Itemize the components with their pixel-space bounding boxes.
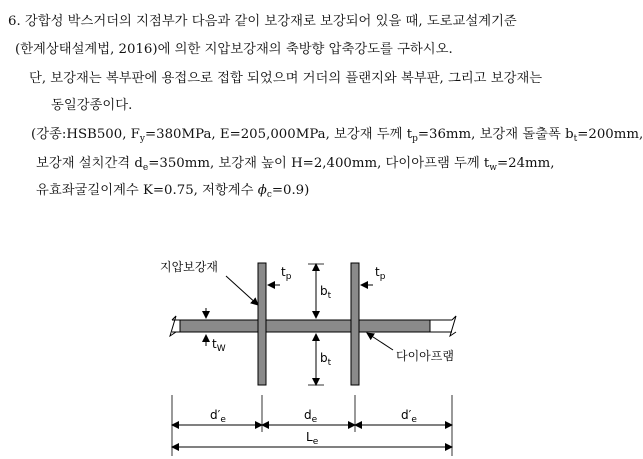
girder-flange: [170, 316, 456, 336]
label-tw: $t_W$: [212, 337, 226, 354]
given-text: (강종:HSB500, F: [31, 127, 140, 142]
given-text: =200mm,: [577, 127, 643, 142]
given-text: =24mm,: [497, 156, 555, 171]
given-sub: y: [139, 134, 145, 144]
given-sub: t: [573, 134, 578, 144]
given-text: =0.9): [271, 183, 310, 198]
label-le: $L_e$: [306, 430, 319, 447]
leader-bearing-stiffener: [226, 276, 258, 305]
label-d-prime-e-right: $d'_e$: [401, 408, 417, 425]
problem-line-3: 단, 보강재는 복부판에 용접으로 접합 되었으며 거더의 플랜지와 복부판, 그리고 보강재는: [29, 71, 543, 86]
label-tp-left: $t_p$: [281, 265, 292, 282]
given-sub: p: [412, 134, 418, 144]
leader-diaphragm: [367, 333, 393, 350]
given-text: 보강재 설치간격 d: [36, 156, 143, 171]
label-diaphragm: 다이아프램: [396, 349, 454, 363]
given-text: 유효좌굴길이계수 K=0.75, 저항계수: [36, 183, 258, 198]
label-bt-upper: $b_t$: [320, 284, 332, 301]
label-d-prime-e-left: $d'_e$: [210, 408, 226, 425]
given-text: =350mm, 보강재 높이 H=2,400mm, 다이아프램 두께 t: [148, 156, 490, 171]
label-bearing-stiffener: 지압보강재: [160, 260, 218, 274]
stiffener-right: [351, 263, 359, 385]
stiffener-left: [258, 263, 266, 385]
label-tp-right: $t_p$: [375, 265, 386, 282]
given-sub: e: [142, 163, 149, 173]
problem-line-2: (한계상태설계법, 2016)에 의한 지압보강재의 축방향 압축강도를 구하시오.: [15, 42, 453, 57]
label-bt-lower: $b_t$: [320, 351, 332, 368]
given-text: =380MPa, E=205,000MPa, 보강재 두께 t: [145, 127, 413, 142]
problem-line-4: 동일강종이다.: [51, 98, 133, 113]
problem-number: 6.: [8, 14, 21, 29]
phi-symbol: ϕ: [257, 183, 267, 198]
given-sub: c: [266, 190, 272, 200]
given-sub: w: [489, 163, 497, 173]
label-de: $d_e$: [304, 408, 318, 425]
given-text: =36mm, 보강재 돌출폭 b: [417, 127, 574, 142]
problem-text-1: 강합성 박스거더의 지점부가 다음과 같이 보강재로 보강되어 있을 때, 도로교설계기준: [24, 14, 517, 29]
